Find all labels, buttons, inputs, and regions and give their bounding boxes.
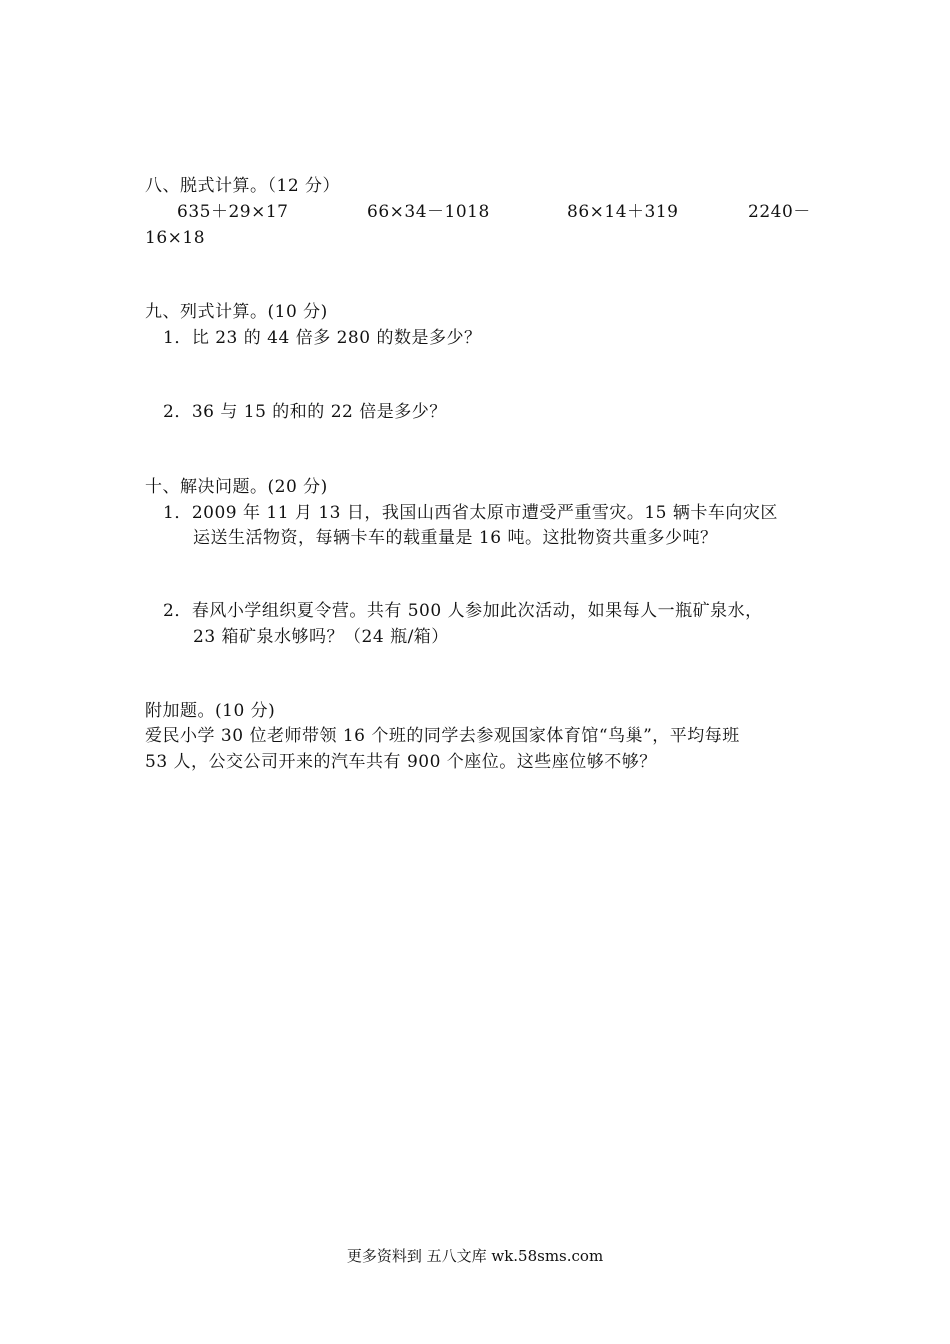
bonus-question-line-2: 53 人，公交公司开来的汽车共有 900 个座位。这些座位够不够？ xyxy=(145,752,657,772)
footer-link-text: 更多资料到 五八文库 wk.58sms.com xyxy=(346,1247,604,1265)
expression-4-part-2: 16×18 xyxy=(145,228,206,248)
bonus-heading: 附加题。(10 分) xyxy=(145,701,276,721)
expression-2: 66×34－1018 xyxy=(367,202,490,222)
section-10-question-2-line-2: 23 箱矿泉水够吗？（24 瓶/箱） xyxy=(193,627,449,647)
section-10-heading: 十、解决问题。(20 分) xyxy=(145,477,328,497)
expression-1: 635＋29×17 xyxy=(177,202,289,222)
section-10-question-2-line-1: 2．春风小学组织夏令营。共有 500 人参加此次活动，如果每人一瓶矿泉水， xyxy=(163,601,763,621)
section-9-question-2: 2．36 与 15 的和的 22 倍是多少？ xyxy=(163,402,447,422)
section-9-heading: 九、列式计算。(10 分) xyxy=(145,302,328,322)
section-10-question-1-line-1: 1．2009 年 11 月 13 日，我国山西省太原市遭受严重雪灾。15 辆卡车向灾区 xyxy=(163,503,778,523)
section-10-question-1-line-2: 运送生活物资，每辆卡车的载重量是 16 吨。这批物资共重多少吨？ xyxy=(193,528,718,548)
section-9-question-1: 1．比 23 的 44 倍多 280 的数是多少？ xyxy=(163,328,482,348)
expression-4-part-1: 2240－ xyxy=(748,202,811,222)
section-8-heading: 八、脱式计算。（12 分） xyxy=(145,176,341,196)
bonus-question-line-1: 爱民小学 30 位老师带领 16 个班的同学去参观国家体育馆“鸟巢”，平均每班 xyxy=(145,726,740,746)
expression-3: 86×14＋319 xyxy=(567,202,679,222)
